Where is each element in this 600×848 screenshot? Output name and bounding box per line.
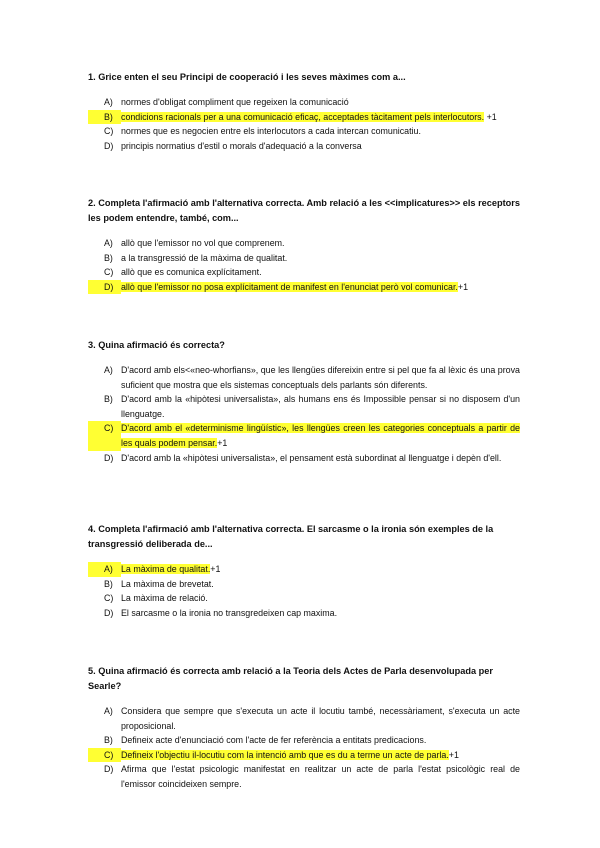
option-text: condicions racionals per a una comunicació eficaç, acceptades tàcitament pels interlocutors.	[121, 111, 485, 122]
option-text: D'acord amb el «determinisme lingüístic», les llengües creen les categories conceptuals a partir de les quals podem pensar.	[121, 423, 520, 448]
question-2	[88, 196, 520, 294]
question-text: 4. Completa l'afirmació amb l'alternativa correcta. El sarcasme o la ironia són exemples de la transgressió deliberada de...	[88, 524, 494, 549]
option-d-correct: D) allò que l'emissor no posa explícitament de manifest en l'enunciat però vol comunicar.+1	[88, 280, 520, 295]
score: +1	[486, 111, 497, 122]
option-text: Defineix l'objectiu il-locutiu com la intenció amb que es du a terme un acte de parla.	[121, 749, 449, 760]
option-d: D) El sarcasme o la ironia no transgredeixen cap maxima.	[104, 607, 338, 618]
question-text: 1. Grice enten el seu Principi de cooperació i les seves màximes com a...	[88, 72, 406, 82]
option-b: B) a la transgressió de la màxima de qualitat.	[104, 252, 288, 263]
option-text: allò que l'emissor no vol que comprenem.	[121, 238, 285, 248]
option-text: allò que es comunica explícitament.	[121, 267, 262, 278]
option-text: Defineix acte d'enunciació com l'acte de fer referència a entitats predicacions.	[121, 735, 427, 746]
question-text: 5. Quina afirmació és correcta amb relació a la Teoria dels Actes de Parla desenvolupada per Searle?	[88, 666, 493, 691]
score: +1	[448, 749, 459, 760]
option-text: D'acord amb la «hipòtesi universalista», als humans ens és Impossible pensar si no disposem d'un llenguatge.	[121, 394, 520, 419]
option-b: B) Defineix acte d'enunciació com l'acte de fer referència a entitats predicacions.	[104, 735, 427, 746]
option-text: a la transgressió de la màxima de qualitat.	[121, 252, 288, 263]
option-a: A) allò que l'emissor no vol que comprenem.	[104, 238, 285, 248]
question-1	[88, 70, 520, 153]
option-b: B) La màxima de brevetat.	[104, 578, 214, 589]
option-a: A) D'acord amb els<«neo-whorfians», que les llengües difereixin entre si pel que fa al lèxic és una prova suficient que mostra que els sistemas conceptuals dels parlants són diferents.	[104, 365, 520, 390]
option-b: B) D'acord amb la «hipòtesi universalista», als humans ens és Impossible pensar si no disposem d'un llenguatge.	[104, 394, 520, 419]
score: +1	[457, 281, 469, 292]
option-text: D'acord amb la «hipòtesi universalista», el pensament està subordinat al llenguatge i depèn d'ell.	[121, 452, 502, 463]
option-text: La màxima de qualitat.	[121, 564, 211, 574]
option-d: D) D'acord amb la «hipòtesi universalista», el pensament està subordinat al llenguatge i depèn d'ell.	[104, 452, 502, 463]
question-3	[88, 338, 520, 465]
option-text: La màxima de brevetat.	[121, 578, 214, 589]
option-c: C) allò que es comunica explícitament.	[104, 267, 262, 278]
option-c: C) normes que es negocien entre els interlocutors a cada intercan comunicatiu.	[104, 126, 421, 137]
option-c: C) La màxima de relació.	[104, 593, 208, 604]
option-b-correct: B) condicions racionals per a una comunicació eficaç, acceptades tàcitament pels interlocutors. +1	[88, 110, 520, 125]
option-text: Considera que sempre que s'executa un acte il locutiu també, necessàriament, s'executa un acte proposicional.	[121, 706, 520, 731]
option-a: A) Considera que sempre que s'executa un acte il locutiu també, necessàriament, s'executa un acte proposicional.	[104, 706, 520, 731]
option-text: normes que es negocien entre els interlocutors a cada intercan comunicatiu.	[121, 126, 421, 137]
question-text: 3. Quina afirmació és correcta?	[88, 340, 225, 350]
score: +1	[217, 437, 228, 448]
option-text: normes d'obligat compliment que regeixen la comunicació	[121, 97, 349, 107]
option-a-correct: A) La màxima de qualitat.+1	[88, 562, 520, 577]
option-text: D'acord amb els<«neo-whorfians», que les llengües difereixin entre si pel que fa al lèxic és una prova suficient que mostra que els sistemas conceptuals dels parlants són diferents.	[121, 365, 520, 390]
option-d: D) Afirma que l'estat psicologic manifestat en realitzar un acte de parla l'estat psicològic real de l'emissor coincideixen sempre.	[104, 764, 520, 789]
question-text: 2. Completa l'afirmació amb l'alternativa correcta. Amb relació a les <<implicatures>> els receptors les podem entendre, també, com...	[88, 198, 520, 223]
option-text: Afirma que l'estat psicologic manifestat en realitzar un acte de parla l'estat psicològic real de l'emissor coincideixen sempre.	[121, 764, 520, 789]
option-text: El sarcasme o la ironia no transgredeixen cap maxima.	[121, 607, 338, 618]
score: +1	[210, 564, 221, 574]
option-text: La màxima de relació.	[121, 593, 208, 604]
option-text: allò que l'emissor no posa explícitament de manifest en l'enunciat però vol comunicar.	[121, 281, 458, 292]
option-text: principis normatius d'estil o morals d'adequació a la conversa	[121, 140, 362, 151]
option-c-correct: C) Defineix l'objectiu il-locutiu com la intenció amb que es du a terme un acte de parla.+1	[88, 748, 520, 763]
question-5	[88, 664, 520, 792]
option-d: D) principis normatius d'estil o morals d'adequació a la conversa	[104, 140, 362, 151]
question-4	[88, 522, 520, 620]
option-c-correct: C) D'acord amb el «determinisme lingüístic», les llengües creen les categories conceptuals a partir de les quals podem pensar.+1	[88, 421, 520, 450]
option-a: A) normes d'obligat compliment que regeixen la comunicació	[104, 97, 349, 107]
